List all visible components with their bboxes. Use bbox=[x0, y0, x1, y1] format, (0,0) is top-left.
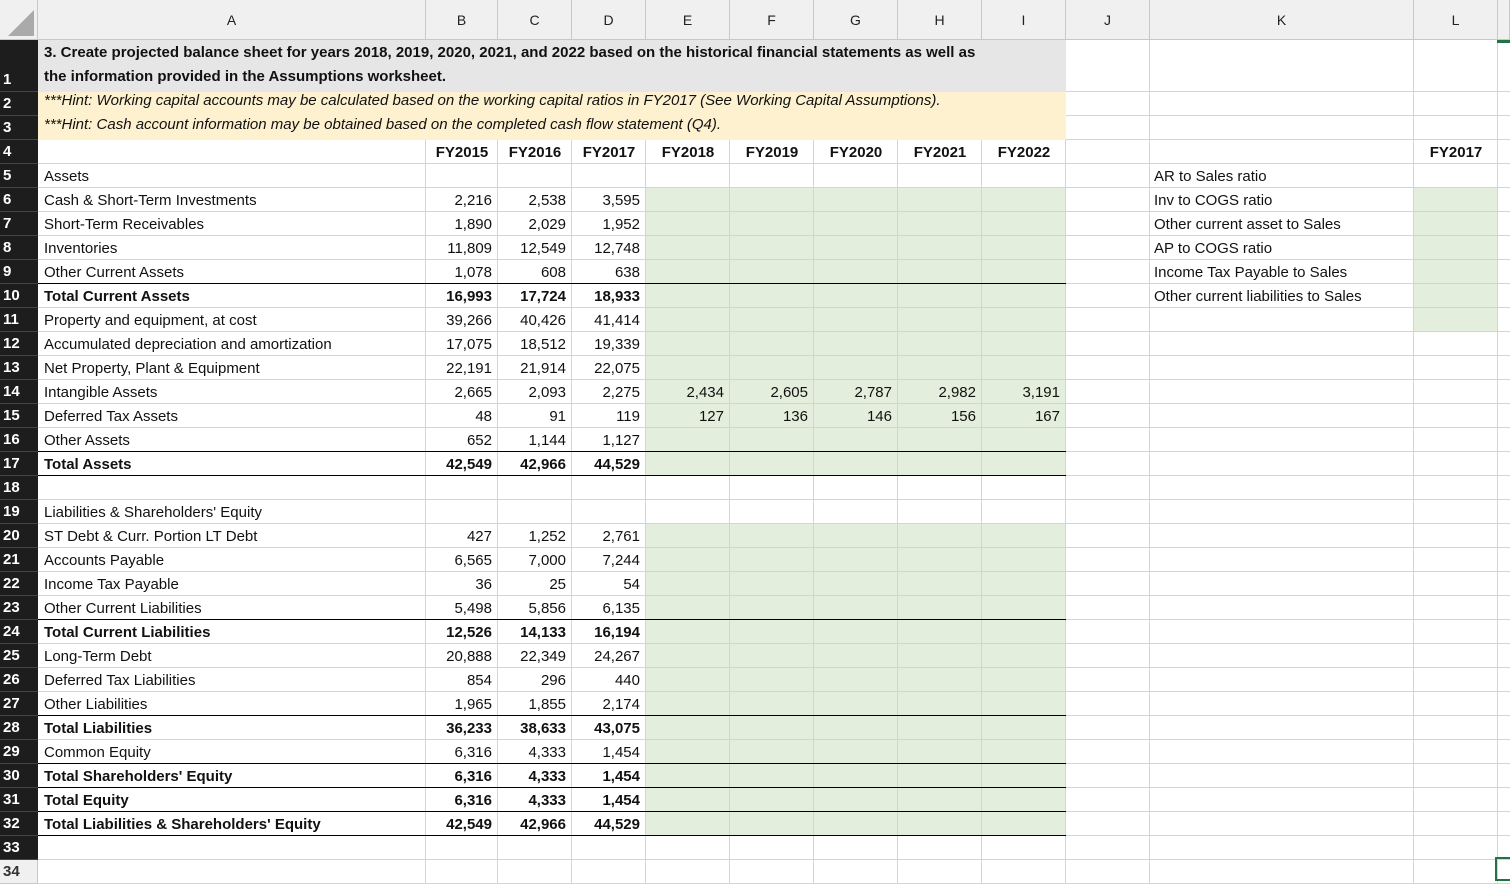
row-header-21[interactable]: 21 bbox=[0, 548, 38, 572]
value-cell[interactable]: 6,565 bbox=[454, 551, 492, 569]
column-l-selection-marker bbox=[1497, 40, 1510, 43]
row-header-32[interactable]: 32 bbox=[0, 812, 38, 836]
row-header-10[interactable]: 10 bbox=[0, 284, 38, 308]
value-cell[interactable]: 22,349 bbox=[520, 647, 566, 665]
value-cell[interactable]: 6,316 bbox=[454, 791, 492, 809]
gridline-v bbox=[1413, 40, 1414, 884]
row-label: Accumulated depreciation and amortization bbox=[44, 335, 332, 353]
value-cell[interactable]: 41,414 bbox=[594, 311, 640, 329]
value-cell[interactable]: 1,965 bbox=[454, 695, 492, 713]
row-header-25[interactable]: 25 bbox=[0, 644, 38, 668]
gridline-h bbox=[1066, 91, 1510, 92]
value-cell[interactable]: 167 bbox=[1034, 407, 1060, 425]
row-header-6[interactable]: 6 bbox=[0, 188, 38, 212]
value-cell[interactable]: 2,665 bbox=[454, 383, 492, 401]
row-label: Total Equity bbox=[44, 791, 129, 809]
year-header-fy2018: FY2018 bbox=[661, 143, 715, 161]
value-cell[interactable]: 1,144 bbox=[528, 431, 566, 449]
value-cell[interactable]: 5,856 bbox=[528, 599, 566, 617]
year-header-fy2019: FY2019 bbox=[745, 143, 799, 161]
row-label: Other Assets bbox=[44, 431, 130, 449]
row-header-2[interactable]: 2 bbox=[0, 92, 38, 116]
value-cell[interactable]: 2,093 bbox=[528, 383, 566, 401]
column-header-g[interactable]: G bbox=[814, 0, 898, 40]
row-label: Intangible Assets bbox=[44, 383, 158, 401]
column-header-a[interactable]: A bbox=[38, 0, 426, 40]
row-header-19[interactable]: 19 bbox=[0, 500, 38, 524]
ratio-year-header: FY2017 bbox=[1429, 143, 1483, 161]
value-cell[interactable]: 36,233 bbox=[446, 719, 492, 737]
value-cell[interactable]: 18,933 bbox=[594, 287, 640, 305]
value-cell[interactable]: 25 bbox=[549, 575, 566, 593]
value-cell[interactable]: 16,993 bbox=[446, 287, 492, 305]
gridline-v bbox=[897, 140, 898, 884]
value-cell[interactable]: 146 bbox=[866, 407, 892, 425]
instruction-line-1: 3. Create projected balance sheet for years 2018, 2019, 2020, 2021, and 2022 based on the historical financial statements as well as bbox=[44, 44, 976, 61]
row-label: Assets bbox=[44, 167, 90, 185]
row-label: Total Shareholders' Equity bbox=[44, 767, 233, 785]
value-cell[interactable]: 2,787 bbox=[854, 383, 892, 401]
row-header-17[interactable]: 17 bbox=[0, 452, 38, 476]
row-header-24[interactable]: 24 bbox=[0, 620, 38, 644]
year-header-fy2021: FY2021 bbox=[913, 143, 967, 161]
value-cell[interactable]: 1,890 bbox=[454, 215, 492, 233]
value-cell[interactable]: 11,809 bbox=[447, 239, 492, 257]
row-label: Liabilities & Shareholders' Equity bbox=[44, 503, 262, 521]
value-cell[interactable]: 17,724 bbox=[520, 287, 566, 305]
value-cell[interactable]: 2,761 bbox=[602, 527, 640, 545]
row-label: Other Current Assets bbox=[44, 263, 185, 281]
row-header-14[interactable]: 14 bbox=[0, 380, 38, 404]
column-header-i[interactable]: I bbox=[982, 0, 1066, 40]
row-label: Deferred Tax Assets bbox=[44, 407, 178, 425]
value-cell[interactable]: 127 bbox=[698, 407, 724, 425]
value-cell[interactable]: 2,434 bbox=[686, 383, 724, 401]
row-header-33[interactable]: 33 bbox=[0, 836, 38, 860]
projection-fill-assets bbox=[646, 188, 1066, 476]
row-header-34[interactable]: 34 bbox=[0, 860, 38, 884]
value-cell[interactable]: 1,454 bbox=[602, 791, 640, 809]
gridline-v bbox=[981, 140, 982, 884]
row-header-23[interactable]: 23 bbox=[0, 596, 38, 620]
row-label: Cash & Short-Term Investments bbox=[44, 191, 257, 209]
value-cell[interactable]: 20,888 bbox=[446, 647, 492, 665]
select-all-icon bbox=[8, 10, 34, 36]
hint-working-capital: ***Hint: Working capital accounts may be calculated based on the working capital ratios in FY2017 (See Working Capital Assumptions). bbox=[44, 92, 941, 109]
row-header-7[interactable]: 7 bbox=[0, 212, 38, 236]
instruction-line-2: the information provided in the Assumptions worksheet. bbox=[44, 68, 446, 85]
value-cell[interactable]: 4,333 bbox=[528, 791, 566, 809]
value-cell[interactable]: 21,914 bbox=[520, 359, 566, 377]
value-cell[interactable]: 54 bbox=[623, 575, 640, 593]
row-label: Total Current Liabilities bbox=[44, 623, 211, 641]
row-label: Total Assets bbox=[44, 455, 132, 473]
column-header-d[interactable]: D bbox=[572, 0, 646, 40]
value-cell[interactable]: 2,605 bbox=[770, 383, 808, 401]
year-header-fy2022: FY2022 bbox=[997, 143, 1051, 161]
value-cell[interactable]: 2,982 bbox=[938, 383, 976, 401]
value-cell[interactable]: 43,075 bbox=[594, 719, 640, 737]
column-header-k[interactable]: K bbox=[1150, 0, 1414, 40]
value-cell[interactable]: 42,549 bbox=[446, 815, 492, 833]
value-cell[interactable]: 854 bbox=[466, 671, 492, 689]
value-cell[interactable]: 1,127 bbox=[602, 431, 640, 449]
active-cell-selection[interactable] bbox=[1495, 857, 1510, 881]
value-cell[interactable]: 91 bbox=[549, 407, 566, 425]
value-cell[interactable]: 38,633 bbox=[520, 719, 566, 737]
value-cell[interactable]: 39,266 bbox=[446, 311, 492, 329]
value-cell[interactable]: 652 bbox=[466, 431, 492, 449]
value-cell[interactable]: 119 bbox=[616, 407, 640, 425]
column-header-b[interactable]: B bbox=[426, 0, 498, 40]
column-header-j[interactable]: J bbox=[1066, 0, 1150, 40]
value-cell[interactable]: 19,339 bbox=[594, 335, 640, 353]
value-cell[interactable]: 22,075 bbox=[594, 359, 640, 377]
value-cell[interactable]: 608 bbox=[540, 263, 566, 281]
row-header-28[interactable]: 28 bbox=[0, 716, 38, 740]
value-cell[interactable]: 2,216 bbox=[454, 191, 492, 209]
row-header-16[interactable]: 16 bbox=[0, 428, 38, 452]
row-label: Property and equipment, at cost bbox=[44, 311, 257, 329]
value-cell[interactable]: 2,538 bbox=[528, 191, 566, 209]
column-header-e[interactable]: E bbox=[646, 0, 730, 40]
value-cell[interactable]: 42,966 bbox=[520, 815, 566, 833]
hint-cash: ***Hint: Cash account information may be obtained based on the completed cash flow statement (Q4). bbox=[44, 116, 722, 133]
ratio-label: Other current liabilities to Sales bbox=[1154, 287, 1362, 305]
column-header-c[interactable]: C bbox=[498, 0, 572, 40]
row-label: Common Equity bbox=[44, 743, 151, 761]
year-header-fy2020: FY2020 bbox=[829, 143, 883, 161]
column-header-m[interactable] bbox=[1498, 0, 1510, 40]
gridline-v bbox=[1065, 140, 1066, 884]
row-label: Deferred Tax Liabilities bbox=[44, 671, 196, 689]
row-label: Total Liabilities & Shareholders' Equity bbox=[44, 815, 321, 833]
gridline-v bbox=[729, 140, 730, 884]
ratio-label: AR to Sales ratio bbox=[1154, 167, 1267, 185]
row-header-29[interactable]: 29 bbox=[0, 740, 38, 764]
value-cell[interactable]: 12,526 bbox=[446, 623, 492, 641]
row-header-1[interactable]: 1 bbox=[0, 40, 38, 92]
value-cell[interactable]: 12,549 bbox=[520, 239, 566, 257]
value-cell[interactable]: 40,426 bbox=[520, 311, 566, 329]
value-cell[interactable]: 44,529 bbox=[594, 455, 640, 473]
value-cell[interactable]: 17,075 bbox=[446, 335, 492, 353]
ratio-label: Other current asset to Sales bbox=[1154, 215, 1341, 233]
row-header-26[interactable]: 26 bbox=[0, 668, 38, 692]
value-cell[interactable]: 156 bbox=[950, 407, 976, 425]
value-cell[interactable]: 18,512 bbox=[520, 335, 566, 353]
row-header-8[interactable]: 8 bbox=[0, 236, 38, 260]
value-cell[interactable]: 2,174 bbox=[602, 695, 640, 713]
ratio-label: Inv to COGS ratio bbox=[1154, 191, 1273, 209]
value-cell[interactable]: 5,498 bbox=[454, 599, 492, 617]
value-cell[interactable]: 7,000 bbox=[528, 551, 566, 569]
value-cell[interactable]: 6,135 bbox=[602, 599, 640, 617]
select-all-corner[interactable] bbox=[0, 0, 38, 40]
column-header-h[interactable]: H bbox=[898, 0, 982, 40]
row-header-3[interactable]: 3 bbox=[0, 116, 38, 140]
row-header-30[interactable]: 30 bbox=[0, 764, 38, 788]
value-cell[interactable]: 42,549 bbox=[446, 455, 492, 473]
value-cell[interactable]: 1,252 bbox=[528, 527, 566, 545]
row-header-27[interactable]: 27 bbox=[0, 692, 38, 716]
value-cell[interactable]: 44,529 bbox=[594, 815, 640, 833]
ratio-input-fill bbox=[1414, 188, 1498, 332]
value-cell[interactable]: 1,078 bbox=[454, 263, 492, 281]
row-header-9[interactable]: 9 bbox=[0, 260, 38, 284]
row-header-20[interactable]: 20 bbox=[0, 524, 38, 548]
row-label: Accounts Payable bbox=[44, 551, 165, 569]
value-cell[interactable]: 3,595 bbox=[602, 191, 640, 209]
gridline-v bbox=[645, 140, 646, 884]
year-header-fy2016: FY2016 bbox=[508, 143, 562, 161]
gridline-h bbox=[38, 859, 1510, 860]
row-header-22[interactable]: 22 bbox=[0, 572, 38, 596]
value-cell[interactable]: 2,029 bbox=[528, 215, 566, 233]
value-cell[interactable]: 12,748 bbox=[594, 239, 640, 257]
value-cell[interactable]: 296 bbox=[540, 671, 566, 689]
value-cell[interactable]: 427 bbox=[466, 527, 492, 545]
value-cell[interactable]: 2,275 bbox=[602, 383, 640, 401]
value-cell[interactable]: 14,133 bbox=[520, 623, 566, 641]
gridline-h bbox=[1066, 115, 1510, 116]
row-header-13[interactable]: 13 bbox=[0, 356, 38, 380]
row-header-4[interactable]: 4 bbox=[0, 140, 38, 164]
value-cell[interactable]: 36 bbox=[475, 575, 492, 593]
row-header-15[interactable]: 15 bbox=[0, 404, 38, 428]
gridline-v bbox=[1497, 40, 1498, 884]
value-cell[interactable]: 136 bbox=[782, 407, 808, 425]
value-cell[interactable]: 4,333 bbox=[528, 767, 566, 785]
row-label: Income Tax Payable bbox=[44, 575, 179, 593]
row-label: Net Property, Plant & Equipment bbox=[44, 359, 260, 377]
row-label: Other Liabilities bbox=[44, 695, 148, 713]
row-label: ST Debt & Curr. Portion LT Debt bbox=[44, 527, 258, 545]
row-header-5[interactable]: 5 bbox=[0, 164, 38, 188]
row-label: Total Liabilities bbox=[44, 719, 153, 737]
value-cell[interactable]: 3,191 bbox=[1022, 383, 1060, 401]
value-cell[interactable]: 1,454 bbox=[602, 767, 640, 785]
value-cell[interactable]: 6,316 bbox=[454, 767, 492, 785]
value-cell[interactable]: 440 bbox=[614, 671, 640, 689]
value-cell[interactable]: 1,454 bbox=[602, 743, 640, 761]
gridline-v bbox=[1149, 40, 1150, 884]
column-header-f[interactable]: F bbox=[730, 0, 814, 40]
row-label: Short-Term Receivables bbox=[44, 215, 205, 233]
row-header-11[interactable]: 11 bbox=[0, 308, 38, 332]
gridline-v bbox=[813, 140, 814, 884]
ratio-label: AP to COGS ratio bbox=[1154, 239, 1273, 257]
value-cell[interactable]: 1,952 bbox=[602, 215, 640, 233]
value-cell[interactable]: 638 bbox=[614, 263, 640, 281]
value-cell[interactable]: 6,316 bbox=[454, 743, 492, 761]
value-cell[interactable]: 42,966 bbox=[520, 455, 566, 473]
value-cell[interactable]: 24,267 bbox=[594, 647, 640, 665]
value-cell[interactable]: 22,191 bbox=[446, 359, 492, 377]
year-header-fy2015: FY2015 bbox=[435, 143, 489, 161]
value-cell[interactable]: 4,333 bbox=[528, 743, 566, 761]
ratio-label: Income Tax Payable to Sales bbox=[1154, 263, 1348, 281]
year-header-fy2017: FY2017 bbox=[582, 143, 636, 161]
row-label: Inventories bbox=[44, 239, 118, 257]
row-label: Long-Term Debt bbox=[44, 647, 152, 665]
row-header-31[interactable]: 31 bbox=[0, 788, 38, 812]
row-label: Other Current Liabilities bbox=[44, 599, 202, 617]
row-header-18[interactable]: 18 bbox=[0, 476, 38, 500]
row-label: Total Current Assets bbox=[44, 287, 190, 305]
value-cell[interactable]: 7,244 bbox=[602, 551, 640, 569]
column-header-l[interactable]: L bbox=[1414, 0, 1498, 40]
value-cell[interactable]: 16,194 bbox=[594, 623, 640, 641]
value-cell[interactable]: 1,855 bbox=[528, 695, 566, 713]
value-cell[interactable]: 48 bbox=[475, 407, 492, 425]
gridline-h bbox=[38, 883, 1510, 884]
row-header-12[interactable]: 12 bbox=[0, 332, 38, 356]
